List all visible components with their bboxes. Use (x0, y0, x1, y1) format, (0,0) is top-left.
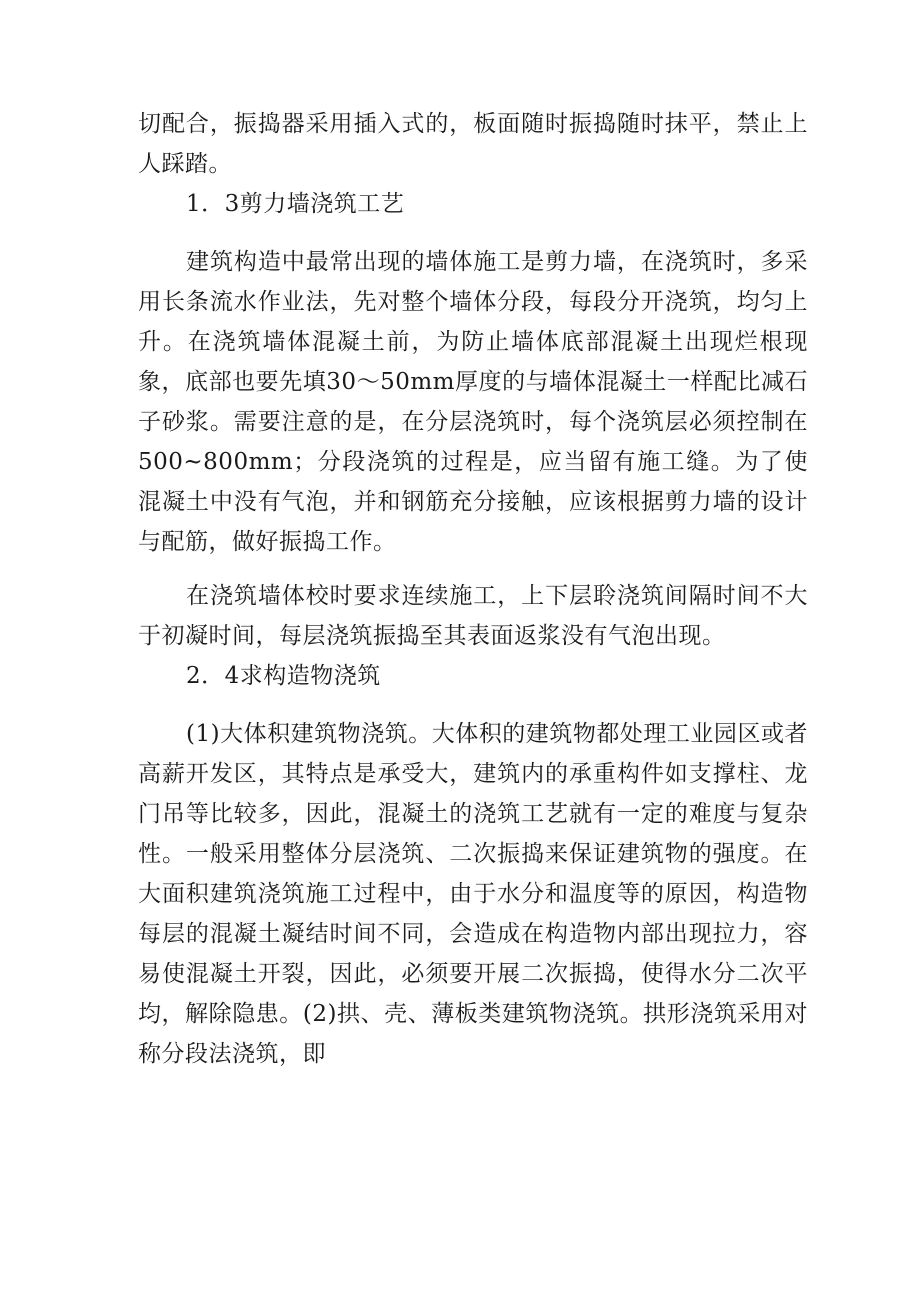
paragraph-continuous-construction: 在浇筑墙体校时要求连续施工，上下层聆浇筑间隔时间不大于初凝时间，每层浇筑振捣至其表面返浆没有气泡出现。 (138, 583, 808, 649)
document-body (138, 104, 808, 1074)
paragraph-large-volume-pouring: (1)大体积建筑物浇筑。大体积的建筑物都处理工业园区或者高薪开发区，其特点是承受大，建筑内的承重构件如支撑柱、龙门吊等比较多，因此，混凝土的浇筑工艺就有一定的难度与复杂性。一般采用整体分层浇筑、二次振捣来保证建筑物的强度。在大面积建筑浇筑施工过程中，由于水分和温度等的原因，构造物每层的混凝土凝结时间不同，会造成在构造物内部出现拉力，容易使混凝土开裂，因此，必须要开展二次振捣，使得水分二次平均，解除隐患。(2)拱、壳、薄板类建筑物浇筑。拱形浇筑采用对称分段法浇筑，即 (138, 721, 808, 1067)
section-heading-shear-wall: 1．3剪力墙浇筑工艺 (186, 191, 405, 217)
paragraph-continuation: 切配合，振捣器采用插入式的，板面随时振捣随时抹平，禁止上人踩踏。 (138, 111, 808, 177)
paragraph-shear-wall-pouring: 建筑构造中最常出现的墙体施工是剪力墙，在浇筑时，多采用长条流水作业法，先对整个墙体分段，每段分开浇筑，均匀上升。在浇筑墙体混凝土前，为防止墙体底部混凝土出现烂根现象，底部也要先填30～50mm厚度的与墙体混凝土一样配比减石子砂浆。需要注意的是，在分层浇筑时，每个浇筑层必须控制在500~800mm；分段浇筑的过程是，应当留有施工缝。为了使混凝土中没有气泡，并和钢筋充分接触，应该根据剪力墙的设计与配筋，做好振捣工作。 (138, 249, 808, 555)
section-heading-structure-pouring: 2．4求构造物浇筑 (186, 663, 381, 689)
